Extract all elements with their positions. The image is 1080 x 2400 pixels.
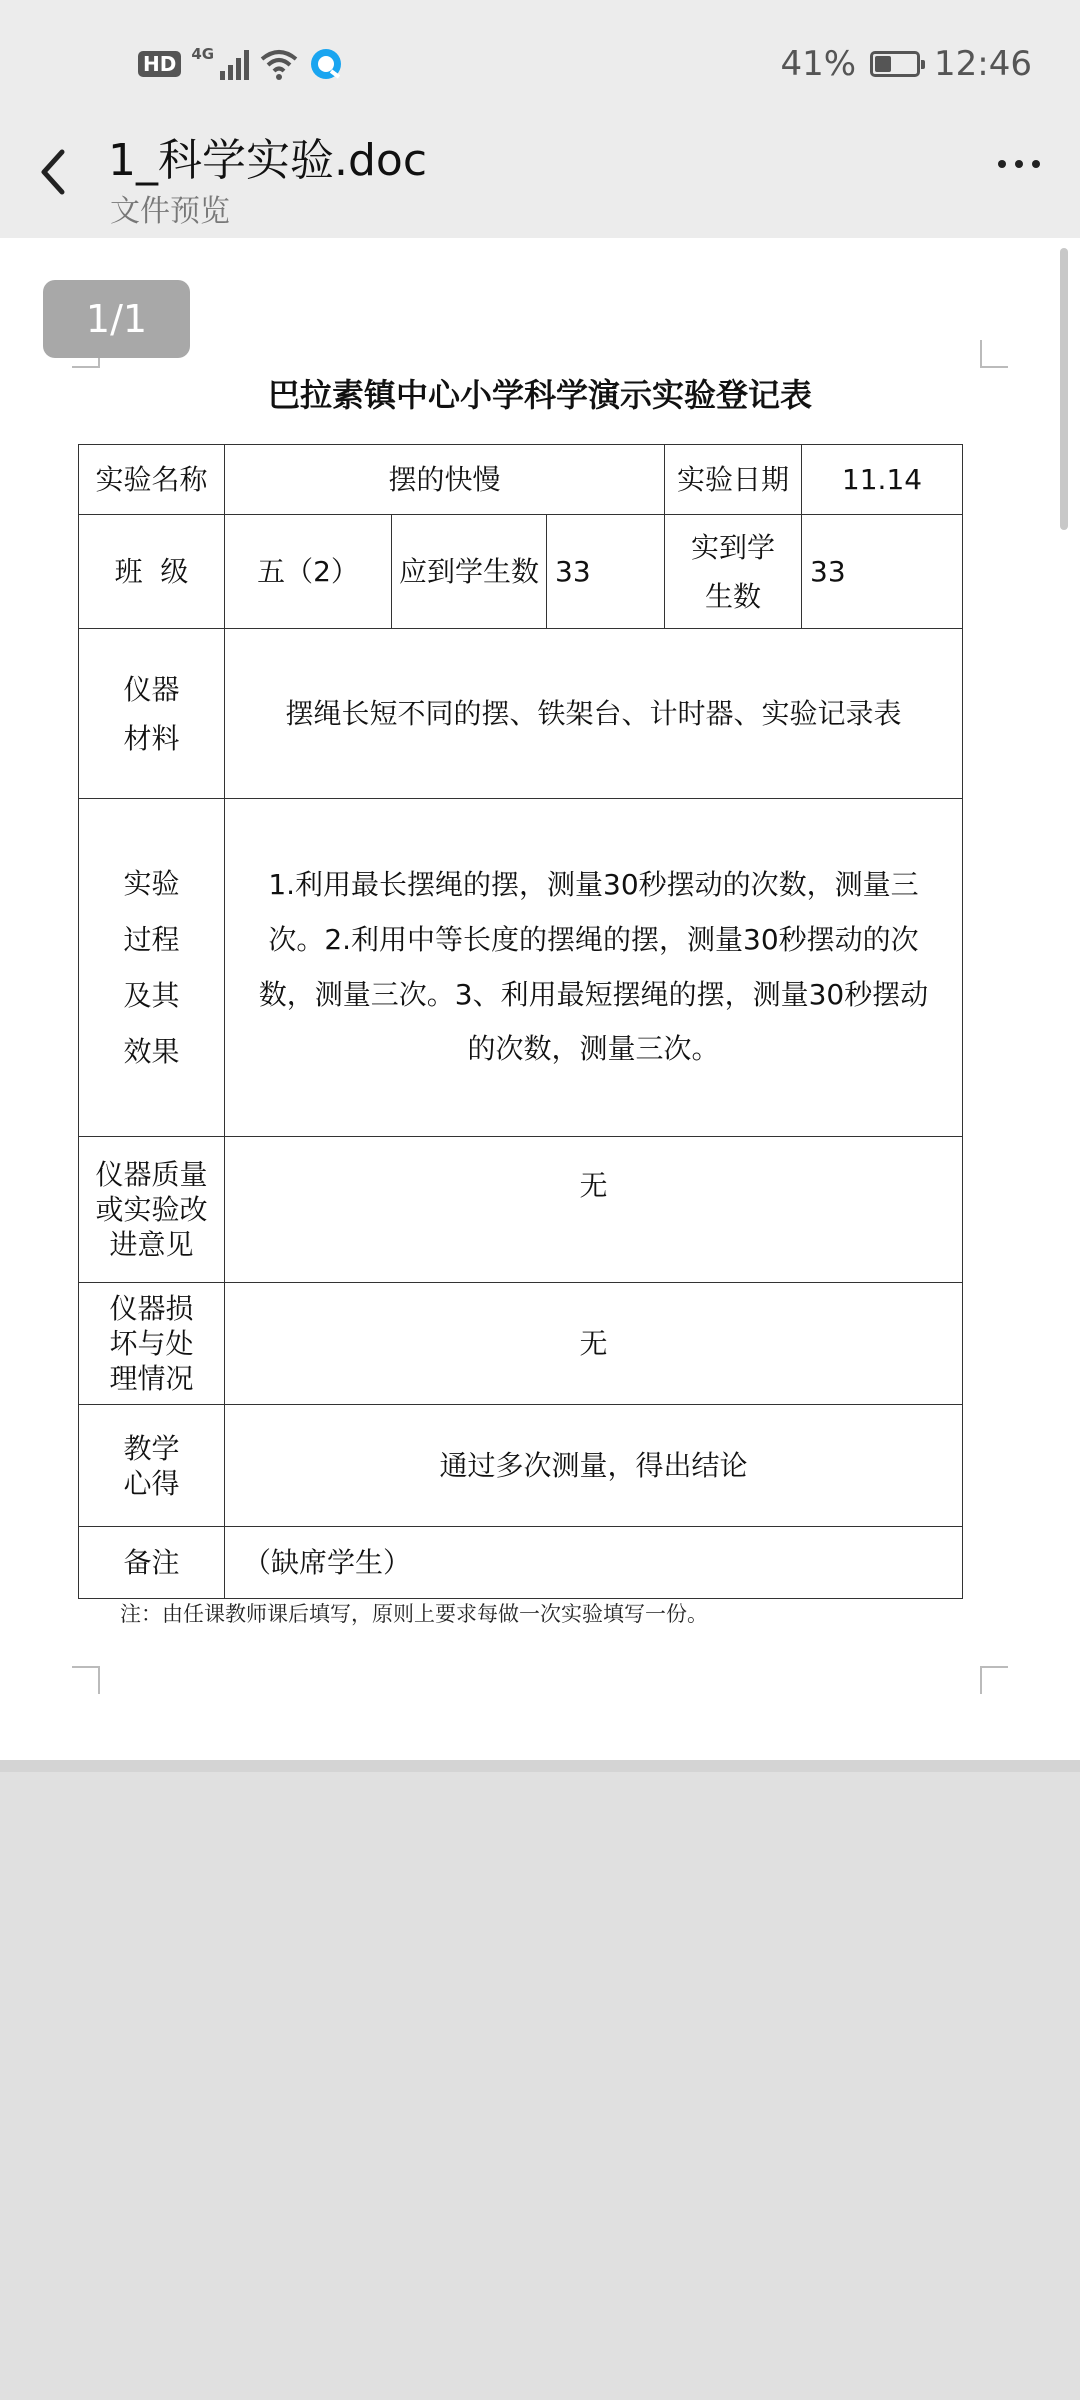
table-row <box>79 1527 963 1599</box>
network-type: 4G <box>191 45 215 63</box>
status-icons-left <box>138 44 343 84</box>
remarks-label: 备注 <box>79 1527 225 1599</box>
document-title: 巴拉素镇中心小学科学演示实验登记表 <box>267 376 812 414</box>
experiment-name-value: 摆的快慢 <box>225 445 665 515</box>
damage-value: 无 <box>225 1283 963 1405</box>
clock: 12:46 <box>934 44 1032 84</box>
table-row <box>79 1405 963 1527</box>
table-row <box>79 515 963 629</box>
file-preview-label: 文件预览 <box>110 194 230 229</box>
wifi-icon <box>259 47 299 81</box>
expected-students-value: 33 <box>547 515 665 629</box>
class-label: 班 级 <box>79 515 225 629</box>
table-row <box>79 799 963 1137</box>
back-arrow-icon[interactable] <box>30 142 76 202</box>
page-corner-mark <box>72 1666 100 1694</box>
actual-students-label: 实到学生数 <box>665 515 802 629</box>
status-bar <box>0 0 1080 120</box>
status-icons-right <box>780 44 1032 84</box>
materials-label: 仪器材料 <box>79 629 225 799</box>
page-bottom-edge <box>0 1760 1080 1772</box>
teaching-label: 教学心得 <box>79 1405 225 1527</box>
remarks-value: （缺席学生） <box>225 1527 963 1599</box>
table-row <box>79 445 963 515</box>
table-row <box>79 1137 963 1283</box>
app-header <box>0 120 1080 238</box>
quality-value: 无 <box>225 1137 963 1283</box>
hd-icon: HD <box>138 51 181 77</box>
quality-label: 仪器质量或实验改进意见 <box>79 1137 225 1283</box>
document-page <box>0 238 1080 1760</box>
table-row <box>79 1283 963 1405</box>
table-row <box>79 629 963 799</box>
damage-label: 仪器损坏与处理情况 <box>79 1283 225 1405</box>
teaching-value: 通过多次测量，得出结论 <box>225 1405 963 1527</box>
experiment-date-value: 11.14 <box>802 445 963 515</box>
signal-icon <box>220 48 249 80</box>
table-footnote: 注：由任课教师课后填写，原则上要求每做一次实验填写一份。 <box>120 1602 708 1626</box>
actual-students-value: 33 <box>802 515 963 629</box>
experiment-date-label: 实验日期 <box>665 445 802 515</box>
browser-app-icon <box>309 47 343 81</box>
experiment-name-label: 实验名称 <box>79 445 225 515</box>
file-name: 1_科学实验.doc <box>108 135 428 186</box>
process-value: 1.利用最长摆绳的摆，测量30秒摆动的次数，测量三次。2.利用中等长度的摆绳的摆，测量30秒摆动的次数，测量三次。3、利用最短摆绳的摆，测量30秒摆动的次数，测量三次。 <box>225 799 963 1137</box>
more-options-icon[interactable] <box>998 160 1040 168</box>
battery-percent: 41% <box>780 44 857 84</box>
class-value: 五（2） <box>225 515 392 629</box>
expected-students-label: 应到学生数 <box>392 515 547 629</box>
page-corner-mark <box>980 1666 1008 1694</box>
page-corner-mark <box>980 340 1008 368</box>
page-indicator: 1/1 <box>43 280 190 358</box>
battery-icon <box>870 51 920 77</box>
materials-value: 摆绳长短不同的摆、铁架台、计时器、实验记录表 <box>225 629 963 799</box>
process-label: 实验过程及其效果 <box>79 799 225 1137</box>
registration-table <box>78 444 963 1599</box>
